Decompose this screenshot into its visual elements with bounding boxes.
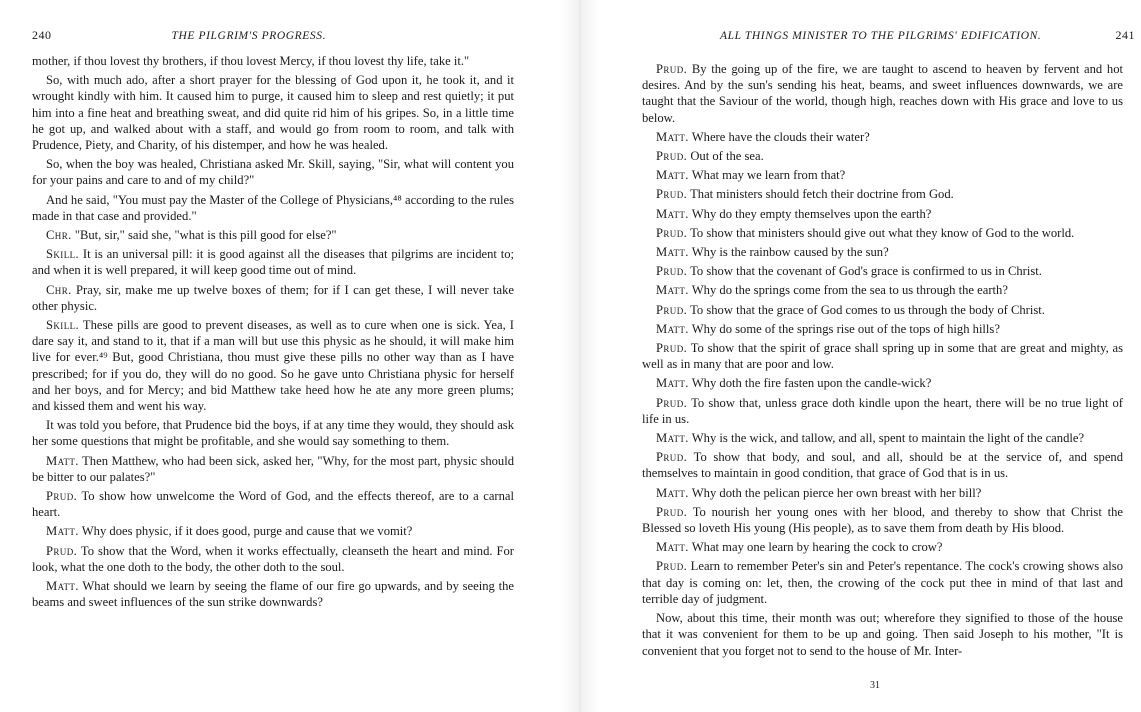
speaker-label: Skill.: [46, 318, 80, 333]
paragraph: [642, 263, 1123, 279]
paragraph: [32, 523, 514, 539]
speaker-label: Prud.: [46, 489, 78, 504]
paragraph-text: That ministers should fetch their doctrine from God.: [690, 187, 954, 202]
speaker-label: Matt.: [656, 168, 689, 183]
paragraph-text: Why is the wick, and tallow, and all, spent to maintain the light of the candle?: [691, 431, 1085, 446]
left-page-number: 240: [32, 28, 52, 42]
speaker-label: Skill.: [46, 247, 80, 262]
speaker-label: Prud.: [656, 559, 688, 574]
paragraph: [642, 504, 1123, 536]
paragraph: [642, 129, 1123, 145]
paragraph: [642, 375, 1123, 391]
paragraph-text: These pills are good to prevent diseases, as well as to cure when one is sick. Yea, I dare say it, and stand to it, that if a man will but use this physic as he should, it will make him live for ever.⁴⁹ But, good Christiana, thou must give these pills no other way than as I have prescribed; for if you do, they will do no good. So he gave unto Christiana physic for herself and her boys, and for Mercy; and bid Matthew take heed how he ate any more green plums; and kissed them and went his way.: [32, 318, 514, 414]
paragraph: [642, 167, 1123, 183]
right-running-head: ALL THINGS MINISTER TO THE PILGRIMS' EDIFICATION.: [720, 30, 1042, 42]
paragraph: [32, 156, 514, 188]
paragraph-text: To show that the grace of God comes to us through the body of Christ.: [690, 302, 1045, 317]
paragraph: [32, 543, 514, 575]
paragraph-text: To show how unwelcome the Word of God, and the effects thereof, are to a carnal heart.: [32, 489, 514, 520]
paragraph: [32, 246, 514, 278]
paragraph: [642, 558, 1123, 607]
speaker-label: Prud.: [656, 264, 688, 279]
paragraph: [642, 302, 1123, 318]
paragraph-text: mother, if thou lovest thy brothers, if thou lovest Mercy, if thou lovest thy life, take it.": [32, 54, 470, 68]
paragraph: [642, 449, 1123, 481]
speaker-label: Matt.: [656, 129, 689, 144]
paragraph-text: Why is the rainbow caused by the sun?: [691, 245, 889, 260]
left-page: [0, 0, 560, 712]
paragraph: [642, 225, 1123, 241]
paragraph-text: Now, about this time, their month was out; wherefore they signified to those of the house that it was convenient for them to be up and going. Then said Joseph to his mother, "It is convenient that you forget not to send to the house of Mr. Inter-: [642, 611, 1123, 658]
paragraph-text: Where have the clouds their water?: [691, 129, 870, 144]
speaker-label: Prud.: [46, 543, 78, 558]
paragraph: [642, 485, 1123, 501]
paragraph: [32, 227, 514, 243]
paragraph-text: To show that ministers should give out what they know of God to the world.: [690, 225, 1075, 240]
paragraph-text: To show that the Word, when it works effectually, cleanseth the heart and mind. For look, what the one doth to the body, the other doth to the soul.: [32, 543, 514, 574]
speaker-label: Prud.: [656, 62, 688, 76]
speaker-label: Prud.: [656, 504, 688, 519]
paragraph-text: It is an universal pill: it is good against all the diseases that pilgrims are incident to; and when it is well prepared, it will keep good time out of mind.: [32, 247, 514, 278]
right-page-header: [720, 28, 1135, 43]
right-page-body: [642, 61, 1123, 662]
paragraph-text: Pray, sir, make me up twelve boxes of them; for if I can get these, I will never take other physic.: [32, 282, 514, 313]
paragraph: [32, 317, 514, 414]
paragraph-text: It was told you before, that Prudence bid the boys, if at any time they would, they should ask her some questions that might be profitable, and she would say something to them.: [32, 418, 514, 449]
paragraph: [32, 578, 514, 610]
speaker-label: Matt.: [656, 206, 689, 221]
paragraph-text: To show that body, and soul, and all, should be at the service of, and spend themselves to maintain in good condition, that grace of God that is in us.: [642, 450, 1124, 481]
paragraph-text: Why doth the pelican pierce her own breast with her bill?: [691, 485, 982, 500]
paragraph: [642, 186, 1123, 202]
right-page-number: 241: [1115, 28, 1135, 42]
paragraph-text: Then Matthew, who had been sick, asked her, "Why, for the most part, physic should be bitter to our palates?": [32, 453, 515, 484]
paragraph: [32, 488, 514, 520]
paragraph: [642, 430, 1123, 446]
paragraph: [32, 282, 514, 314]
paragraph-text: Why do they empty themselves upon the earth?: [691, 206, 932, 221]
speaker-label: Matt.: [656, 245, 689, 260]
speaker-label: Matt.: [656, 376, 689, 391]
paragraph-text: And he said, "You must pay the Master of the College of Physicians,⁴⁸ according to the rules made in that case and provided.": [32, 192, 514, 223]
paragraph: [642, 395, 1123, 427]
left-running-head: THE PILGRIM'S PROGRESS.: [171, 30, 327, 42]
paragraph: [642, 539, 1123, 555]
paragraph-text: What may one learn by hearing the cock to crow?: [691, 540, 943, 555]
signature-mark: 31: [870, 680, 880, 691]
speaker-label: Matt.: [46, 524, 79, 539]
speaker-label: Chr.: [46, 282, 72, 297]
speaker-label: Matt.: [46, 579, 79, 594]
speaker-label: Matt.: [656, 540, 689, 555]
paragraph: [32, 453, 514, 485]
speaker-label: Prud.: [656, 450, 688, 465]
left-page-header: [32, 28, 512, 43]
paragraph: [642, 206, 1123, 222]
speaker-label: Prud.: [656, 225, 688, 240]
paragraph-text: So, when the boy was healed, Christiana asked Mr. Skill, saying, "Sir, what will content you for your pains and care to and of my child?": [32, 157, 514, 188]
speaker-label: Matt.: [656, 283, 689, 298]
paragraph: [642, 61, 1123, 126]
paragraph: [32, 53, 514, 69]
speaker-label: Matt.: [656, 431, 689, 446]
paragraph-text: Why doth the fire fasten upon the candle-wick?: [691, 376, 932, 391]
book-gutter: [560, 0, 600, 712]
paragraph-text: Why does physic, if it does good, purge and cause that we vomit?: [81, 524, 413, 539]
speaker-label: Prud.: [656, 302, 688, 317]
paragraph-text: To show that the spirit of grace shall spring up in some that are great and mighty, as well as in many that are poor and low.: [642, 341, 1123, 372]
paragraph-text: Why do the springs come from the sea to us through the earth?: [691, 283, 1008, 298]
paragraph: [32, 72, 514, 153]
paragraph: [642, 321, 1123, 337]
paragraph: [32, 192, 514, 224]
paragraph: [32, 417, 514, 449]
speaker-label: Prud.: [656, 149, 688, 164]
speaker-label: Chr.: [46, 228, 72, 243]
paragraph-text: Out of the sea.: [690, 149, 764, 164]
paragraph: [642, 282, 1123, 298]
paragraph-text: Learn to remember Peter's sin and Peter's repentance. The cock's crowing shows also that day is coming on: let, then, the crowing of the cock put thee in mind of that last and terrible day of judgment.: [642, 559, 1123, 606]
speaker-label: Prud.: [656, 187, 688, 202]
right-page: [600, 0, 1141, 712]
speaker-label: Prud.: [656, 341, 688, 356]
paragraph-text: "But, sir," said she, "what is this pill good for else?": [74, 228, 337, 243]
speaker-label: Matt.: [656, 321, 689, 336]
paragraph-text: What may we learn from that?: [691, 168, 846, 183]
paragraph: [642, 610, 1123, 659]
speaker-label: Prud.: [656, 395, 688, 410]
paragraph: [642, 244, 1123, 260]
paragraph-text: What should we learn by seeing the flame of our fire go upwards, and by seeing the beams and sweet influences of the sun strike downwards?: [32, 579, 514, 610]
paragraph-text: To nourish her young ones with her blood, and thereby to show that Christ the Blessed so loveth His young (His people), as to save them from death by His blood.: [642, 504, 1123, 536]
paragraph-text: So, with much ado, after a short prayer for the blessing of God upon it, he took it, and it wrought kindly with him. It caused him to purge, it caused him to sleep and rest quietly; it put him into a fine heat and breathing sweat, and did quite rid him of his gripes. So, in a little time he got up, and walked about with a staff, and would go from room to room, and talk with Prudence, Piety, and Charity, of his distemper, and how he was healed.: [32, 73, 514, 153]
speaker-label: Matt.: [656, 485, 689, 500]
speaker-label: Matt.: [46, 453, 79, 468]
paragraph-text: To show that, unless grace doth kindle upon the heart, there will be no true light of life in us.: [642, 395, 1124, 426]
paragraph: [642, 148, 1123, 164]
paragraph: [642, 340, 1123, 372]
paragraph-text: To show that the covenant of God's grace is confirmed to us in Christ.: [690, 264, 1042, 279]
paragraph-text: Why do some of the springs rise out of the tops of high hills?: [691, 321, 1000, 336]
paragraph-text: By the going up of the fire, we are taught to ascend to heaven by fervent and hot desires. And by the sun's sending his heat, beams, and sweet influences downwards, we are taught that the Saviour of the world, though high, reaches down with His grace and love to us below.: [642, 62, 1124, 125]
left-page-body: [32, 53, 514, 614]
